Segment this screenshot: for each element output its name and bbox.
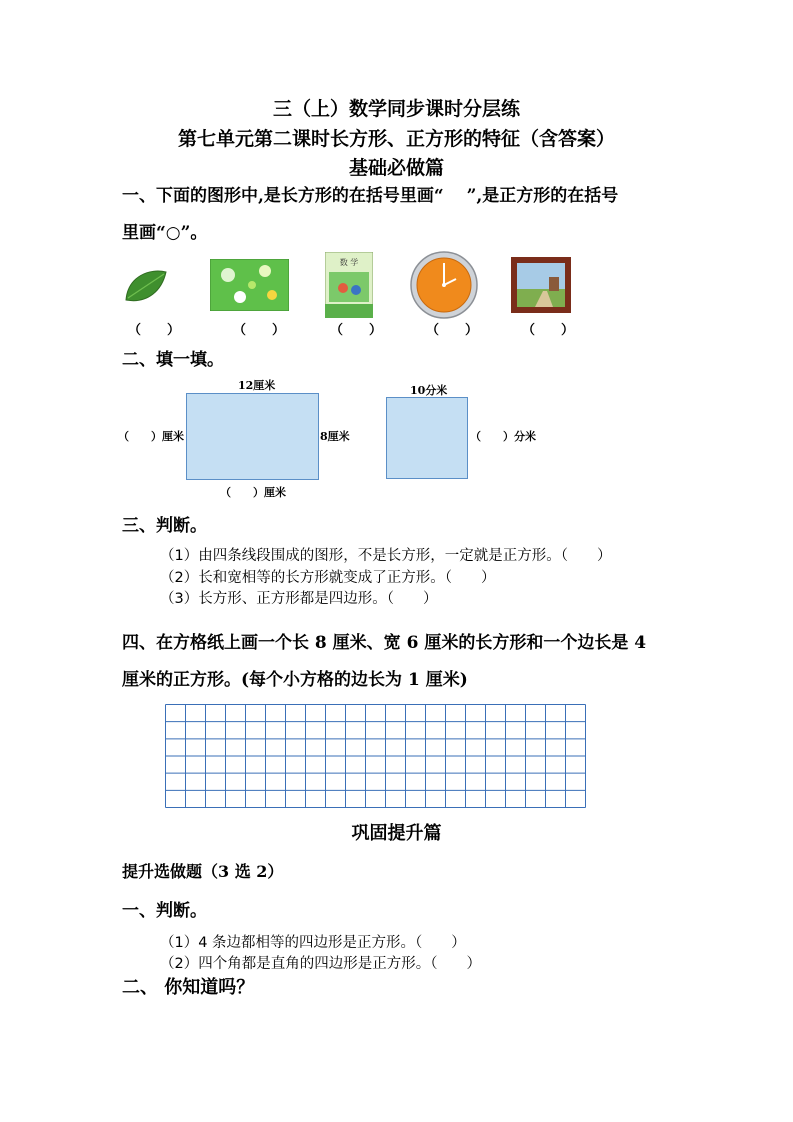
q1-blank-3[interactable]: （ ）	[330, 323, 383, 338]
q4-text-line2: 厘米的正方形。(每个小方格的边长为 1 厘米)	[122, 670, 468, 690]
adv-q2-title: 二、 你知道吗？	[122, 977, 255, 998]
q3-title: 三、判断。	[122, 516, 207, 536]
q4-text-line1: 四、在方格纸上画一个长 8 厘米、宽 6 厘米的长方形和一个边长是 4	[122, 633, 647, 653]
worksheet-subtitle: 第七单元第二课时长方形、正方形的特征（含答案）	[177, 128, 615, 150]
clock-icon	[410, 251, 478, 319]
math-book-icon	[325, 252, 373, 318]
rect-top-label: 12厘米	[238, 379, 276, 392]
adv-q1-title: 一、判断。	[122, 901, 207, 921]
square-right-blank[interactable]: （ ）分米	[470, 430, 536, 443]
adv-q1-item-1: （1）4 条边都相等的四边形是正方形。（ ）	[160, 935, 466, 951]
rect-left-blank[interactable]: （ ）厘米	[118, 430, 184, 443]
adv-q1-item-2: （2）四个角都是直角的四边形是正方形。（ ）	[160, 956, 481, 972]
q1-blank-5[interactable]: （ ）	[522, 323, 575, 338]
q3-item-2: （2）长和宽相等的长方形就变成了正方形。（ ）	[160, 570, 496, 586]
rectangle-shape	[186, 393, 319, 480]
rect-right-label: 8厘米	[320, 430, 350, 443]
rect-bottom-blank[interactable]: （ ）厘米	[220, 486, 286, 499]
svg-text:数 学: 数 学	[339, 258, 359, 267]
worksheet-title: 三（上）数学同步课时分层练	[272, 98, 520, 120]
q1-text-line1: 一、下面的图形中,是长方形的在括号里画“ ”,是正方形的在括号	[122, 186, 619, 206]
grid-paper[interactable]	[165, 704, 586, 808]
square-top-label: 10分米	[410, 384, 448, 397]
leaf-icon	[122, 266, 170, 306]
choice-note: 提升选做题（3 选 2）	[122, 862, 284, 881]
q1-text-line2: 里画“○”。	[122, 223, 208, 243]
q3-item-1: （1）由四条线段围成的图形，不是长方形，一定就是正方形。（ ）	[160, 548, 612, 564]
square-shape	[386, 397, 468, 479]
q2-title: 二、填一填。	[122, 350, 224, 370]
picture-frame-icon	[511, 257, 571, 313]
section-advanced-title: 巩固提升篇	[351, 823, 442, 844]
section-basic-title: 基础必做篇	[348, 157, 444, 179]
q3-item-3: （3）长方形、正方形都是四边形。（ ）	[160, 591, 438, 607]
q1-blank-2[interactable]: （ ）	[233, 323, 286, 338]
q1-blank-1[interactable]: （ ）	[128, 323, 181, 338]
q1-blank-4[interactable]: （ ）	[426, 323, 479, 338]
greeting-card-icon	[210, 259, 289, 311]
